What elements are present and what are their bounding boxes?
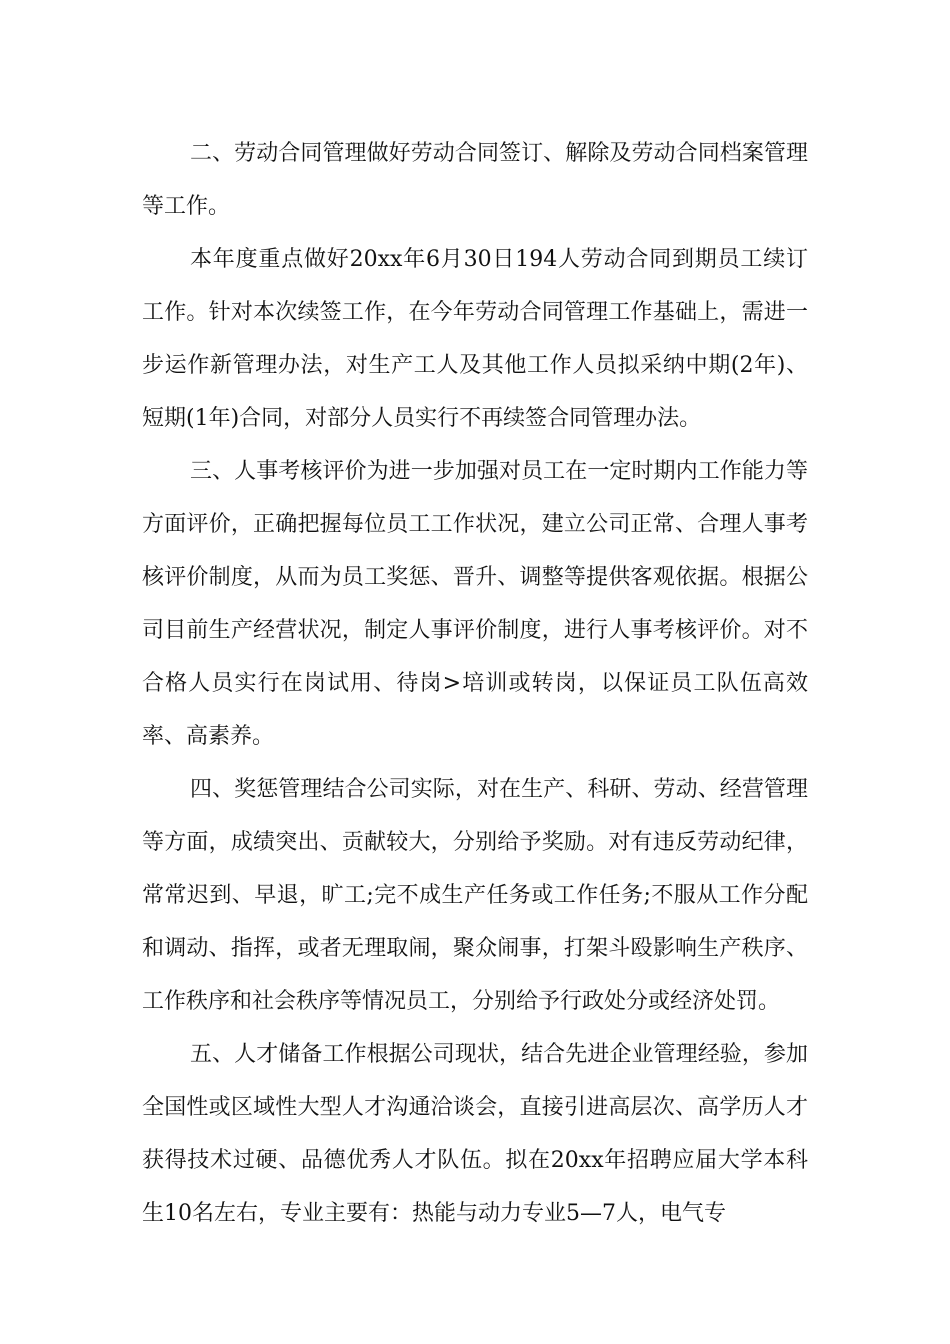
paragraph-labor-contract: 二、劳动合同管理做好劳动合同签订、解除及劳动合同档案管理等工作。 [142,141,808,219]
paragraph-rewards-penalties: 四、奖惩管理结合公司实际，对在生产、科研、劳动、经营管理等方面，成绩突出、贡献较大，分别给予奖励。对有违反劳动纪律，常常迟到、早退，旷工;完不成生产任务或工作任务;不服从工作分配和调动、指挥，或者无理取闹，聚众闹事，打架斗殴影响生产秩序、工作秩序和社会秩序等情况员工，分别给予行政处分或经济处罚。 [142,777,808,1014]
paragraph-personnel-evaluation: 三、人事考核评价为进一步加强对员工在一定时期内工作能力等方面评价，正确把握每位员工工作状况，建立公司正常、合理人事考核评价制度，从而为员工奖惩、晋升、调整等提供客观依据。根据公司目前生产经营状况，制定人事评价制度，进行人事考核评价。对不合格人员实行在岗试用、待岗>培训或转岗，以保证员工队伍高效率、高素养。 [142,459,808,749]
paragraph-contract-renewal: 本年度重点做好20xx年6月30日194人劳动合同到期员工续订工作。针对本次续签工作，在今年劳动合同管理工作基础上，需进一步运作新管理办法，对生产工人及其他工作人员拟采纳中期(2年)、短期(1年)合同，对部分人员实行不再续签合同管理办法。 [142,247,808,431]
document-body [142,127,808,1240]
paragraph-talent-reserve: 五、人才储备工作根据公司现状，结合先进企业管理经验，参加全国性或区域性大型人才沟通洽谈会，直接引进高层次、高学历人才获得技术过硬、品德优秀人才队伍。拟在20xx年招聘应届大学本科生10名左右，专业主要有：热能与动力专业5—7人，电气专 [142,1042,808,1226]
